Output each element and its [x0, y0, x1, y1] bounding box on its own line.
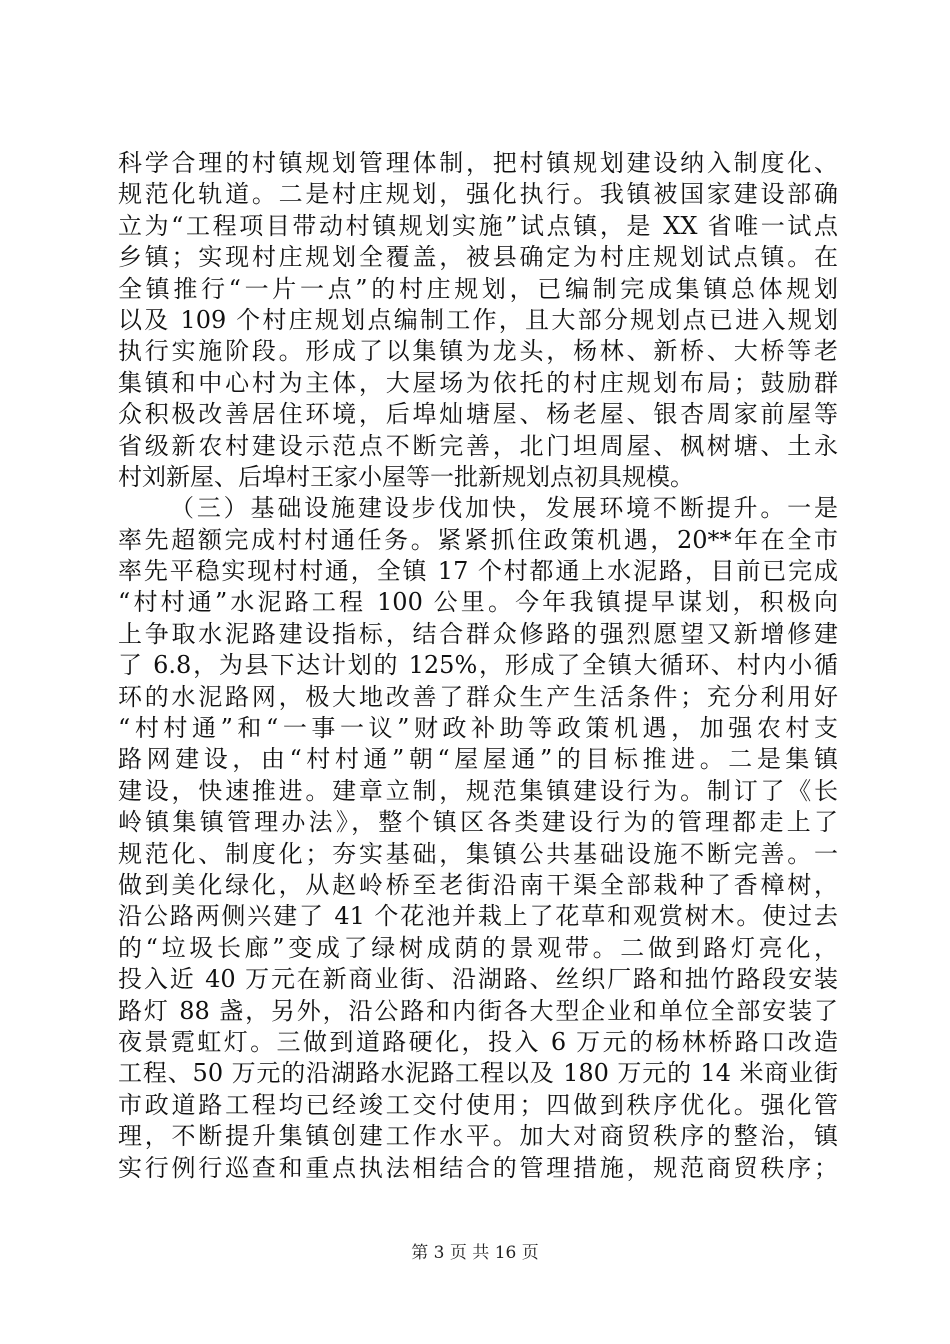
text-line: 环的水泥路网，极大地改善了群众生产生活条件；充分利用好	[118, 682, 838, 711]
text-line: 立为“工程项目带动村镇规划实施”试点镇，是 XX 省唯一试点	[118, 211, 838, 240]
text-line: 规范化、制度化；夯实基础，集镇公共基础设施不断完善。一	[118, 839, 838, 868]
text-line: 众积极改善居住环境，后埠灿塘屋、杨老屋、银杏周家前屋等	[118, 400, 838, 429]
text-line: 执行实施阶段。形成了以集镇为龙头，杨林、新桥、大桥等老	[118, 337, 838, 366]
text-line: 上争取水泥路建设指标，结合群众修路的强烈愿望又新增修建	[118, 619, 838, 648]
text-line: 全镇推行“一片一点”的村庄规划，已编制完成集镇总体规划	[118, 274, 838, 303]
text-line: 理，不断提升集镇创建工作水平。加大对商贸秩序的整治，镇	[118, 1122, 838, 1151]
text-line: 规范化轨道。二是村庄规划，强化执行。我镇被国家建设部确	[118, 180, 838, 209]
text-line: 建设，快速推进。建章立制，规范集镇建设行为。制订了《长	[118, 776, 838, 805]
text-line: 夜景霓虹灯。三做到道路硬化，投入 6 万元的杨林桥路口改造	[118, 1027, 838, 1056]
text-line: “村村通”水泥路工程 100 公里。今年我镇提早谋划，积极向	[118, 588, 838, 617]
text-line: 集镇和中心村为主体，大屋场为依托的村庄规划布局；鼓励群	[118, 368, 838, 397]
text-line: 乡镇；实现村庄规划全覆盖，被县确定为村庄规划试点镇。在	[118, 243, 838, 272]
text-line: 路灯 88 盏，另外，沿公路和内街各大型企业和单位全部安装了	[118, 996, 838, 1025]
text-line: 做到美化绿化，从赵岭桥至老街沿南干渠全部栽种了香樟树，	[118, 870, 838, 899]
text-line: 率先平稳实现村村通，全镇 17 个村都通上水泥路，目前已完成	[118, 557, 838, 586]
text-line: 科学合理的村镇规划管理体制，把村镇规划建设纳入制度化、	[118, 149, 838, 177]
paragraph-end-line: 村刘新屋、后埠村王家小屋等一批新规划点初具规模。	[118, 462, 694, 491]
document-body	[118, 148, 838, 1184]
paragraph-heading-line: （三）基础设施建设步伐加快，发展环境不断提升。一是	[170, 494, 838, 523]
text-line: 率先超额完成村村通任务。紧紧抓住政策机遇，20**年在全市	[118, 525, 838, 554]
text-line: 的“垃圾长廊”变成了绿树成荫的景观带。二做到路灯亮化，	[118, 933, 838, 962]
text-line: 路网建设，由“村村通”朝“屋屋通”的目标推进。二是集镇	[118, 745, 838, 774]
text-line: 实行例行巡查和重点执法相结合的管理措施，规范商贸秩序；	[118, 1153, 838, 1182]
text-line: 投入近 40 万元在新商业街、沿湖路、丝织厂路和拙竹路段安装	[118, 965, 838, 994]
text-line: “村村通”和“一事一议”财政补助等政策机遇，加强农村支	[118, 714, 838, 743]
text-line: 以及 109 个村庄规划点编制工作，且大部分规划点已进入规划	[118, 305, 838, 334]
text-line: 沿公路两侧兴建了 41 个花池并栽上了花草和观赏树木。使过去	[118, 902, 838, 931]
text-line: 市政道路工程均已经竣工交付使用；四做到秩序优化。强化管	[118, 1090, 838, 1119]
page-number-footer: 第 3 页 共 16 页	[411, 1243, 539, 1263]
text-line: 省级新农村建设示范点不断完善，北门坦周屋、枫树塘、土永	[118, 431, 838, 460]
text-line: 岭镇集镇管理办法》，整个镇区各类建设行为的管理都走上了	[118, 808, 838, 837]
text-line: 工程、50 万元的沿湖路水泥路工程以及 180 万元的 14 米商业街	[118, 1059, 838, 1088]
text-line: 了 6.8，为县下达计划的 125%，形成了全镇大循环、村内小循	[118, 651, 838, 680]
